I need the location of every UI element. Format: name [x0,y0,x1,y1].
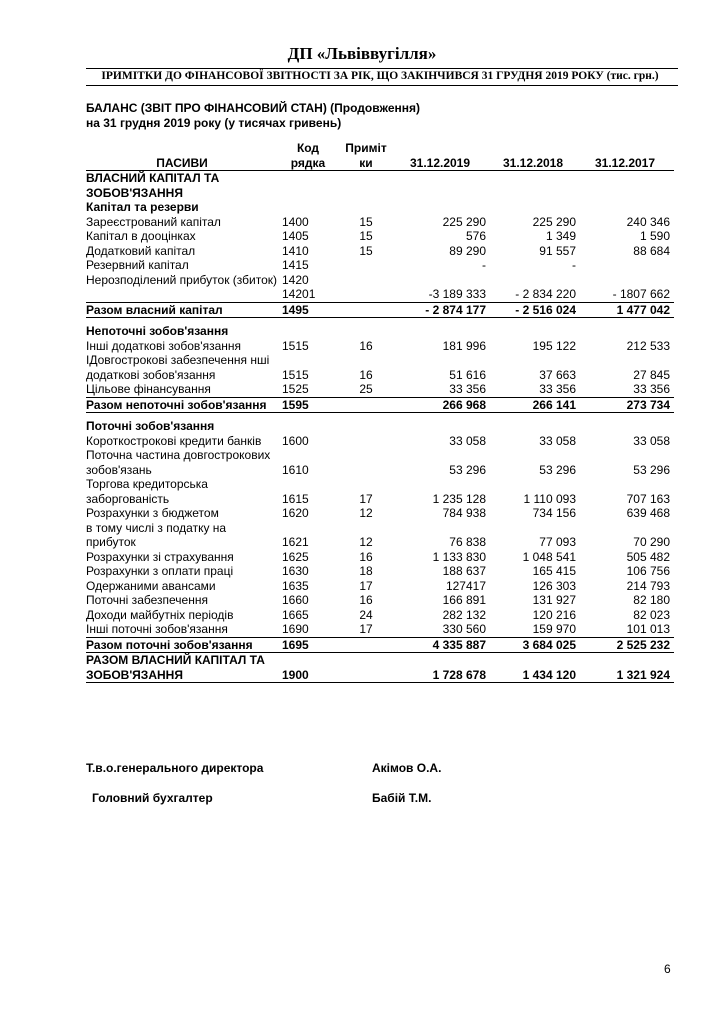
row-name: Одержаними авансами [86,578,216,593]
row-note: 24 [359,607,373,622]
row-note: 12 [359,506,373,520]
row-note: 17 [359,578,373,593]
table-row [86,324,674,339]
row-name: в тому числі з податку на прибуток [86,520,227,549]
row-value-2017: 240 346 [626,214,670,229]
accountant-title: Головний бухгалтер [92,791,213,805]
row-value-2017: 1 590 [639,229,670,243]
table-row [86,653,674,683]
row-name: Капітал в дооцінках [86,229,196,243]
row-name: Цільове фінансування [86,382,211,396]
col-header-code-line1: Код [296,141,320,155]
row-value-2019: 166 891 [442,593,486,607]
row-value-2018: 91 557 [539,243,576,258]
row-code [278,171,338,201]
accountant-name: Бабій Т.М. [372,791,432,805]
row-value-2018: 734 156 [532,506,576,520]
row-value-2017: 1 321 924 [580,653,674,683]
row-note: 16 [359,367,373,382]
row-code: 1495 [278,302,338,318]
title-line-2: на 31 грудня 2019 року (у тисячах гривень) [86,116,342,130]
row-name: Резервний капітал [86,258,189,272]
row-code: 1410 [282,243,309,258]
row-value-2019: 4 335 887 [394,637,490,653]
row-value-2019: 127417 [445,578,486,593]
row-name: Доходи майбутніх періодів [86,607,234,622]
row-value-2019: - [482,258,486,272]
row-value-2019: 225 290 [442,214,486,229]
row-name: Короткострокові кредити банків [86,433,262,448]
row-note [338,287,394,302]
table-row [86,593,674,608]
document-title [86,101,420,131]
row-value-2019 [394,273,490,288]
row-value-2017 [580,200,674,215]
row-value-2019: 576 [465,229,486,243]
row-name: Разом власний капітал [86,302,278,318]
col-header-code-line2: рядка [290,155,326,170]
row-code: 14201 [282,287,316,301]
row-note [338,302,394,318]
row-value-2018: 37 663 [539,367,576,382]
row-value-2017: 1 477 042 [580,302,674,318]
table-row [86,244,674,259]
row-value-2019: 188 637 [442,564,486,578]
row-code: 1400 [282,214,309,229]
row-note [338,434,394,449]
row-code: 1615 [282,491,309,506]
row-note [338,653,394,683]
table-row [86,579,674,594]
row-value-2018: 1 048 541 [522,549,576,564]
row-value-2018 [490,200,580,215]
row-value-2018 [490,324,580,339]
row-value-2017: 88 684 [633,243,670,258]
row-code [278,200,338,215]
row-value-2019: 33 356 [449,382,486,396]
row-value-2019: - 2 874 177 [394,302,490,318]
table-row [86,273,674,288]
col-header-2018: 31.12.2018 [490,141,580,171]
col-header-code [278,141,338,171]
col-header-notes-line1: Приміт [345,141,387,155]
row-name: Разом непоточні зобов'язання [86,397,278,413]
row-value-2019: 330 560 [442,622,486,636]
table-row [86,448,674,477]
row-code: 1600 [282,433,309,448]
row-value-2017: 53 296 [633,462,670,477]
row-value-2018: 1 434 120 [490,653,580,683]
header-rule-bottom [86,85,678,86]
row-note [338,324,394,339]
row-code: 1420 [282,272,309,287]
row-name: Розрахунки з бюджетом [86,506,219,520]
row-value-2019: 51 616 [449,367,486,382]
table-row [86,171,674,201]
row-value-2017: 214 793 [626,578,670,593]
balance-table [86,141,674,683]
table-row [86,637,674,653]
row-value-2017: 82 180 [633,593,670,607]
table-row [86,550,674,565]
row-code: 1630 [282,564,309,578]
table-row [86,397,674,413]
table-row [86,353,674,382]
row-value-2019: 181 996 [442,338,486,353]
row-code: 1620 [282,506,309,520]
table-header-row [86,141,674,171]
row-value-2017: 707 163 [626,491,670,506]
col-header-2019: 31.12.2019 [394,141,490,171]
row-value-2018: 3 684 025 [490,637,580,653]
row-code: 1621 [282,535,309,549]
row-name: Зареєстрований капітал [86,214,221,229]
row-value-2017: 212 533 [626,338,670,353]
row-value-2019 [394,324,490,339]
row-note: 15 [359,214,373,229]
row-note [338,637,394,653]
row-value-2019: 1 235 128 [432,491,486,506]
row-note [338,171,394,201]
row-value-2019: 53 296 [449,462,486,477]
row-name: Торгова кредиторська заборгованість [86,477,208,506]
table-row [86,229,674,244]
row-code: 1515 [282,367,309,382]
row-name: Додатковий капітал [86,243,196,258]
row-value-2017: 273 734 [580,397,674,413]
row-note: 15 [359,243,373,258]
row-value-2018: 33 356 [539,382,576,396]
row-value-2017: 70 290 [633,535,670,549]
row-note [338,448,394,477]
row-value-2018: 53 296 [539,462,576,477]
row-note: 25 [359,382,373,396]
row-value-2019: 33 058 [449,433,486,448]
row-value-2019: 266 968 [394,397,490,413]
row-note: 17 [359,622,373,636]
row-note: 17 [359,491,373,506]
row-value-2018: 159 970 [532,622,576,636]
row-value-2018 [490,171,580,201]
row-value-2019 [394,419,490,434]
title-line-1: БАЛАНС (ЗВІТ ПРО ФІНАНСОВИЙ СТАН) (Продовження) [86,101,420,115]
row-value-2019: -3 189 333 [428,287,486,301]
row-value-2019 [394,171,490,201]
table-row [86,564,674,579]
col-header-notes-line2: ки [359,155,373,170]
row-value-2018: - 2 834 220 [515,287,576,301]
row-name: ВЛАСНИЙ КАПІТАЛ ТА ЗОБОВ'ЯЗАННЯ [86,171,220,200]
table-row [86,302,674,318]
row-value-2018: - [572,258,576,272]
table-row [86,419,674,434]
row-note [338,200,394,215]
company-name: ДП «Львіввугілля» [287,44,437,63]
row-code: 1695 [278,637,338,653]
row-value-2018: 126 303 [532,578,576,593]
table-row [86,434,674,449]
row-name: Капітал та резерви [86,200,199,214]
row-value-2019: 1 133 830 [432,549,486,564]
table-row [86,477,674,506]
table-row [86,287,674,302]
row-code: 1625 [282,549,309,564]
row-code: 1635 [282,578,309,593]
table-row [86,382,674,397]
row-value-2018: - 2 516 024 [490,302,580,318]
row-code [278,419,338,434]
table-row [86,622,674,637]
row-value-2017 [580,258,674,273]
row-value-2018: 165 415 [532,564,576,578]
row-value-2018: 266 141 [490,397,580,413]
row-note: 16 [359,338,373,353]
row-value-2018: 195 122 [532,338,576,353]
row-value-2019: 784 938 [442,506,486,520]
row-value-2018: 131 927 [532,593,576,607]
row-note [338,397,394,413]
row-value-2019: 89 290 [449,243,486,258]
row-name: Розрахунки з оплати праці [86,564,234,578]
row-note [338,419,394,434]
row-value-2017: 106 756 [626,564,670,578]
row-note [338,273,394,288]
row-value-2018: 77 093 [539,535,576,549]
table-row [86,506,674,521]
row-code: 1415 [282,258,309,272]
row-name: Разом поточні зобов'язання [86,637,278,653]
row-value-2017 [580,171,674,201]
row-value-2017 [580,419,674,434]
row-value-2017: 639 468 [626,506,670,520]
row-value-2018 [490,419,580,434]
row-value-2019 [394,200,490,215]
row-value-2017: 101 013 [626,622,670,636]
row-note: 16 [359,549,373,564]
row-note: 18 [359,564,373,578]
row-value-2018: 33 058 [539,433,576,448]
row-code: 1595 [278,397,338,413]
row-name: Поточні забезпечення [86,593,208,607]
row-note: 16 [359,593,373,607]
row-name: Розрахунки зі страхування [86,549,234,564]
row-code: 1900 [278,653,338,683]
row-name [86,287,278,302]
col-header-liabilities: ПАСИВИ [86,141,278,171]
row-value-2017: - 1807 662 [612,287,670,301]
report-subtitle: ІРИМІТКИ ДО ФІНАНСОВОЇ ЗВІТНОСТІ ЗА РІК, ЩО ЗАКІНЧИВСЯ 31 ГРУДНЯ 2019 РОКУ (тис. грн.) [101,70,659,82]
row-note [338,258,394,273]
row-name: Інші поточні зобов'язання [86,622,228,636]
table-row [86,608,674,623]
row-value-2018: 225 290 [532,214,576,229]
row-value-2017: 2 525 232 [580,637,674,653]
row-value-2019: 76 838 [449,535,486,549]
row-value-2018: 1 110 093 [523,491,576,506]
row-value-2019: 282 132 [442,607,486,622]
row-name: Поточна частина довгострокових зобов'язань [86,448,271,477]
row-code: 1610 [282,462,309,477]
row-code: 1660 [282,593,309,607]
table-row [86,215,674,230]
row-code: 1515 [282,338,309,353]
row-name: РАЗОМ ВЛАСНИЙ КАПІТАЛ ТА ЗОБОВ'ЯЗАННЯ [86,653,278,683]
header-rule-top [86,68,678,69]
row-value-2018: 120 216 [532,607,576,622]
row-name: Інші додаткові зобов'язання [86,338,242,353]
row-name: ІДовгострокові забезпечення нші додаткові зобов'язання [86,353,270,382]
table-row [86,339,674,354]
row-name: Поточні зобов'язання [86,419,215,433]
row-value-2017: 82 023 [633,607,670,622]
page-number: 6 [664,962,671,976]
row-value-2018: 1 349 [545,229,576,243]
row-value-2017: 33 058 [633,433,670,448]
director-name: Акімов О.А. [372,761,442,775]
row-name: Непоточні зобов'язання [86,324,229,338]
row-value-2018 [490,273,580,288]
row-code: 1405 [282,229,309,243]
table-row [86,521,674,550]
row-name: Нерозподілений прибуток (збиток) [86,272,277,287]
table-row [86,200,674,215]
row-note: 12 [359,535,373,549]
row-code: 1525 [282,382,309,396]
row-value-2017: 27 845 [633,367,670,382]
col-header-2017: 31.12.2017 [580,141,674,171]
row-code [278,324,338,339]
row-value-2019: 1 728 678 [394,653,490,683]
row-code: 1665 [282,607,309,622]
row-note: 15 [359,229,373,243]
col-header-notes [338,141,394,171]
row-value-2017: 33 356 [633,382,670,396]
row-code: 1690 [282,622,309,636]
row-value-2017 [580,324,674,339]
row-value-2017 [580,273,674,288]
director-title: Т.в.о.генерального директора [86,761,264,775]
table-row [86,258,674,273]
row-value-2017: 505 482 [626,549,670,564]
